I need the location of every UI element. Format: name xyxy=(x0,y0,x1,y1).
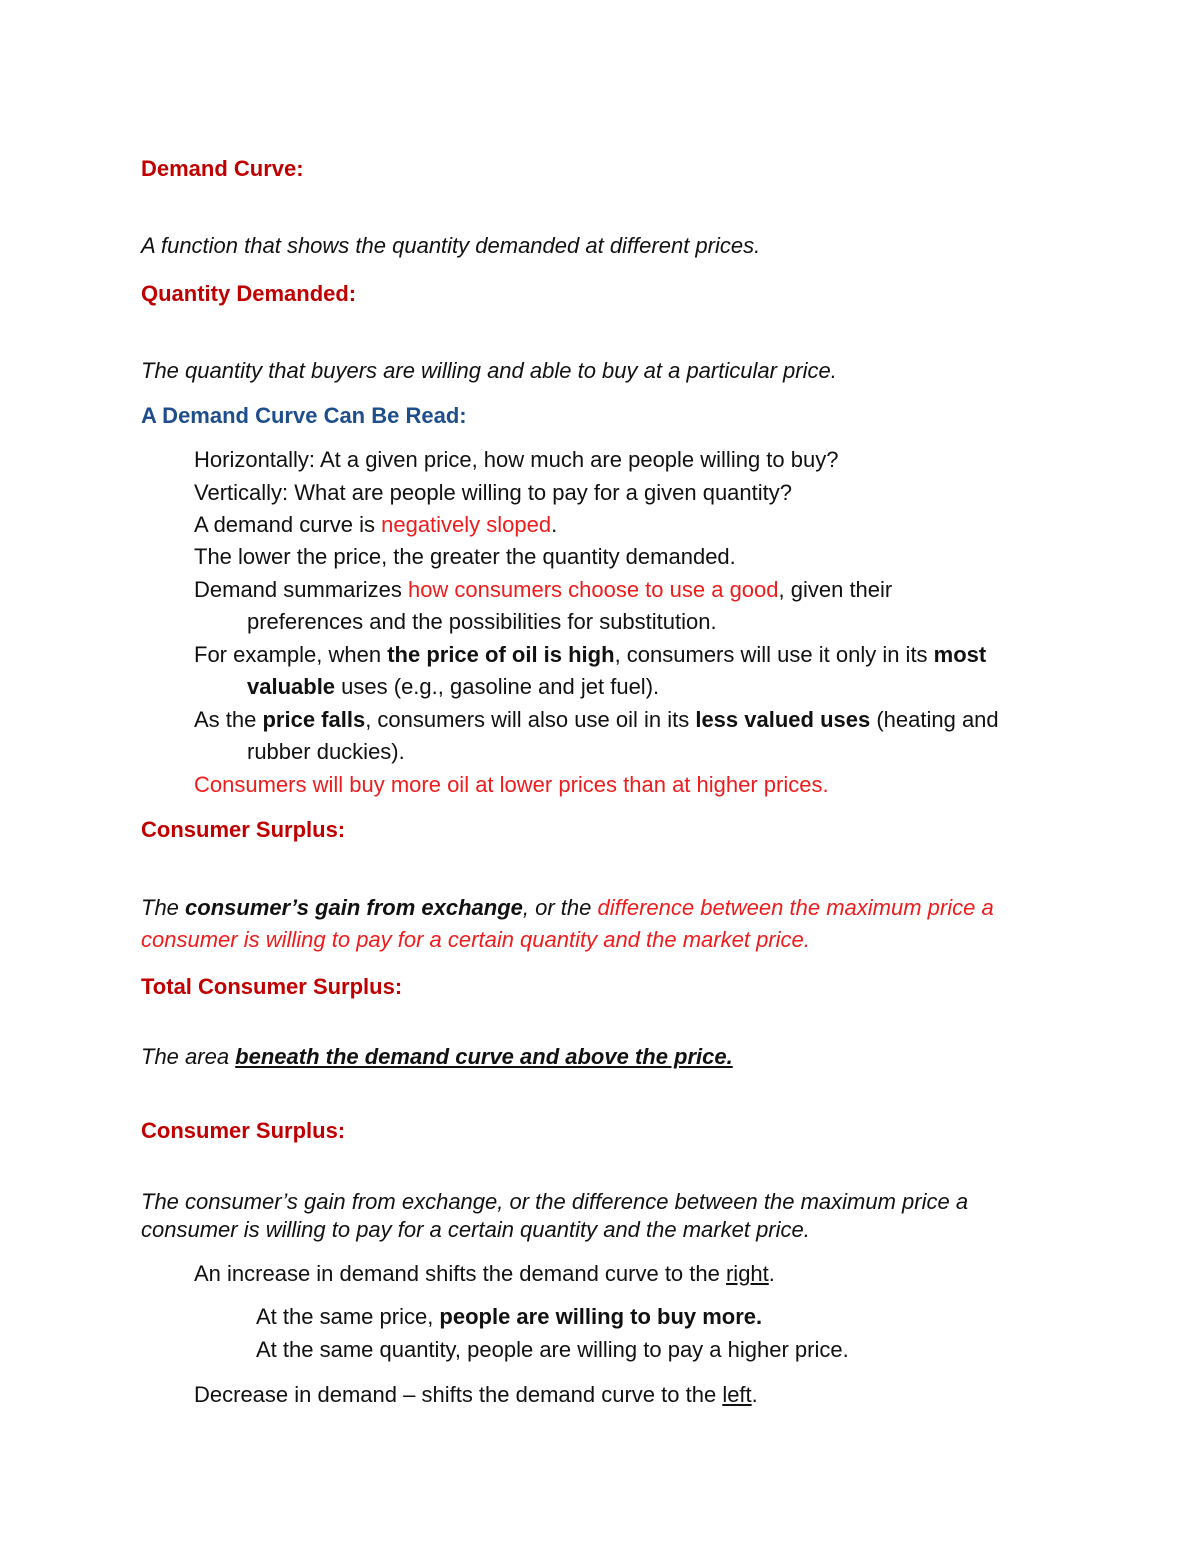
text: Demand summarizes xyxy=(194,577,408,602)
bullet-demand-summarizes-cont: preferences and the possibilities for substitution. xyxy=(247,609,717,634)
definition-demand-curve: A function that shows the quantity demanded at different prices. xyxy=(141,233,761,258)
bullet-oil-high-cont xyxy=(247,673,659,701)
bullet-increase-demand xyxy=(194,1260,775,1288)
text: At the same price, xyxy=(256,1304,440,1329)
bullet-negatively-sloped xyxy=(194,511,557,539)
underlined-text: left xyxy=(722,1382,752,1407)
highlight: negatively sloped xyxy=(381,512,552,537)
text: uses (e.g., gasoline and jet fuel). xyxy=(335,674,660,699)
bold-text: price falls xyxy=(262,707,366,732)
text: . xyxy=(768,1261,775,1286)
bullet-price-falls-cont: rubber duckies). xyxy=(247,739,405,764)
text: An increase in demand shifts the demand curve to the xyxy=(194,1261,726,1286)
text: . xyxy=(551,512,558,537)
bullet-demand-summarizes xyxy=(194,576,892,604)
bold-text: the price of oil is high xyxy=(387,642,615,667)
bullet-price-falls xyxy=(194,706,999,734)
bullet-decrease-demand xyxy=(194,1381,758,1409)
underlined-text: right xyxy=(725,1261,769,1286)
text: (heating and xyxy=(870,707,999,732)
definition-consumer-surplus xyxy=(141,894,994,922)
highlight: how consumers choose to use a good xyxy=(407,577,779,602)
bullet-horizontally: Horizontally: At a given price, how much are people willing to buy? xyxy=(194,447,839,472)
text: For example, when xyxy=(194,642,388,667)
sub-bullet-same-price xyxy=(256,1303,762,1331)
definition-consumer-surplus-2-cont: consumer is willing to pay for a certain quantity and the market price. xyxy=(141,1217,810,1242)
sub-bullet-same-quantity: At the same quantity, people are willing to pay a higher price. xyxy=(256,1337,849,1362)
bold-text: valuable xyxy=(247,674,336,699)
bold-text: people are willing to buy more. xyxy=(439,1304,763,1329)
text: , consumers will use it only in its xyxy=(614,642,934,667)
text: As the xyxy=(194,707,263,732)
bullet-vertically: Vertically: What are people willing to pay for a given quantity? xyxy=(194,480,792,505)
bold-underlined-text: beneath the demand curve and above the price. xyxy=(235,1044,733,1069)
text: The area xyxy=(141,1044,236,1069)
definition-consumer-surplus-2: The consumer’s gain from exchange, or the difference between the maximum price a xyxy=(141,1189,969,1214)
bold-text: less valued uses xyxy=(695,707,871,732)
text: , consumers will also use oil in its xyxy=(365,707,696,732)
definition-consumer-surplus-cont: consumer is willing to pay for a certain quantity and the market price. xyxy=(141,927,810,952)
text: Decrease in demand – shifts the demand curve to the xyxy=(194,1382,723,1407)
definition-total-consumer-surplus xyxy=(141,1043,733,1071)
highlight: difference between the maximum price a xyxy=(597,895,994,920)
text: , or the xyxy=(522,895,598,920)
bullet-conclusion: Consumers will buy more oil at lower prices than at higher prices. xyxy=(194,772,829,797)
bullet-oil-high xyxy=(194,641,986,669)
bold-text: most xyxy=(933,642,987,667)
text: , given their xyxy=(778,577,893,602)
text: . xyxy=(751,1382,758,1407)
text: A demand curve is xyxy=(194,512,382,537)
bold-text: consumer’s gain from exchange xyxy=(185,895,523,920)
heading-demand-curve-read: A Demand Curve Can Be Read: xyxy=(141,403,467,428)
heading-consumer-surplus-2: Consumer Surplus: xyxy=(141,1118,346,1143)
text: The xyxy=(141,895,186,920)
bullet-lower-price: The lower the price, the greater the quantity demanded. xyxy=(194,544,736,569)
heading-total-consumer-surplus: Total Consumer Surplus: xyxy=(141,974,403,999)
heading-quantity-demanded: Quantity Demanded: xyxy=(141,281,357,306)
definition-quantity-demanded: The quantity that buyers are willing and able to buy at a particular price. xyxy=(141,358,837,383)
heading-consumer-surplus: Consumer Surplus: xyxy=(141,817,346,842)
heading-demand-curve: Demand Curve: xyxy=(141,156,304,181)
